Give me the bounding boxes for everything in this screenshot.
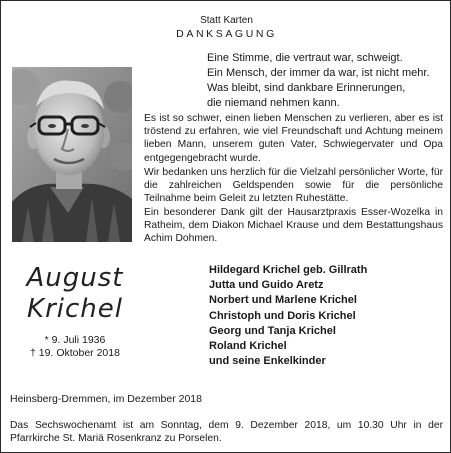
poem-line: Eine Stimme, die vertraut war, schweigt. xyxy=(207,52,403,64)
portrait-image xyxy=(12,67,132,242)
deceased-first-name: August xyxy=(26,263,124,293)
header-statt-karten: Statt Karten xyxy=(200,15,253,26)
thanks-paragraph-2: Wir bedanken uns herzlich für die Vielzahl persönlicher Worte, für die zahlreichen Geldspenden sowie für die persönliche Teilnahme beim Geleit zu letzten Ruhestätte. xyxy=(144,167,443,205)
family-list xyxy=(209,263,367,369)
portrait-photo xyxy=(12,67,132,242)
poem-line: die niemand nehmen kann. xyxy=(207,97,340,109)
birth-date: * 9. Juli 1936 xyxy=(44,334,106,346)
header-danksagung: DANKSAGUNG xyxy=(176,28,277,40)
thanks-paragraph-1: Es ist so schwer, einen lieben Menschen zu verlieren, aber es ist tröstend zu erfahren, wie viel Freundschaft und Achtung meinem lieben Mann, unserem guten Vater, Schwiegervater und Opa entgegengebracht wurde. xyxy=(144,113,443,164)
mass-notice: Das Sechswochenamt ist am Sonntag, dem 9. Dezember 2018, um 10.30 Uhr in der Pfarrkirche St. Mariä Rosenkranz zu Porselen. xyxy=(10,420,443,444)
deceased-last-name: Krichel xyxy=(27,294,123,324)
family-member: Norbert und Marlene Krichel xyxy=(209,294,357,307)
family-member: und seine Enkelkinder xyxy=(209,355,326,368)
poem-line: Was bleibt, sind dankbare Erinnerungen, xyxy=(207,82,406,94)
thanks-paragraph-3: Ein besonderer Dank gilt der Hausarztpraxis Esser-Wozelka in Ratheim, dem Diakon Michael Krause und dem Bestattungshaus Achim Dohmen. xyxy=(144,207,443,245)
family-member: Georg und Tanja Krichel xyxy=(209,324,336,337)
poem-line: Ein Mensch, der immer da war, ist nicht mehr. xyxy=(207,67,430,79)
family-member: Hildegard Krichel geb. Gillrath xyxy=(209,264,368,276)
family-member: Christoph und Doris Krichel xyxy=(209,309,356,322)
poem xyxy=(207,51,430,111)
family-member: Roland Krichel xyxy=(209,340,287,353)
place-and-date: Heinsberg-Dremmen, im Dezember 2018 xyxy=(10,393,202,405)
family-member: Jutta und Guido Aretz xyxy=(209,279,324,292)
death-date: † 19. Oktober 2018 xyxy=(30,347,120,359)
